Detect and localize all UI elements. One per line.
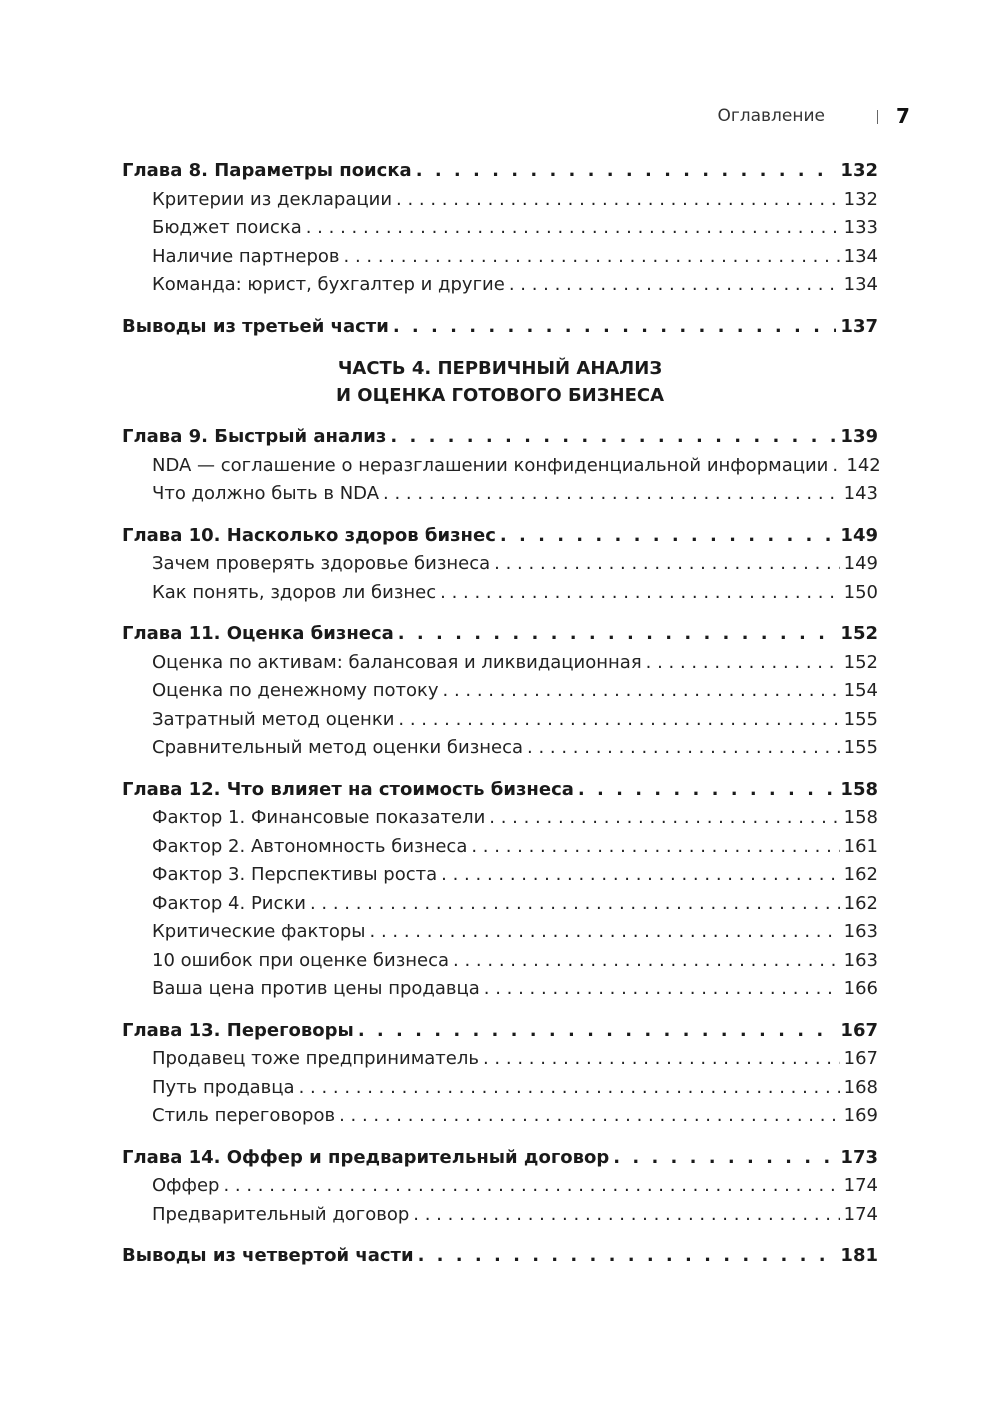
toc-section[interactable] bbox=[122, 579, 878, 608]
toc-section-title: Стиль переговоров bbox=[152, 1105, 336, 1126]
toc-section[interactable] bbox=[122, 833, 878, 862]
dot-leader bbox=[509, 271, 840, 300]
toc-page-number: 167 bbox=[843, 1048, 878, 1069]
toc-section[interactable] bbox=[122, 890, 878, 919]
toc-section-title: Бюджет поиска bbox=[152, 217, 302, 238]
toc-section-title: Фактор 4. Риски bbox=[152, 892, 306, 914]
page-number: 7 bbox=[896, 104, 910, 128]
dot-leader bbox=[393, 313, 837, 342]
toc-page-number: 173 bbox=[840, 1146, 878, 1168]
dot-leader bbox=[416, 157, 837, 186]
conclusions-3-group bbox=[122, 313, 878, 342]
dot-leader bbox=[339, 1102, 840, 1131]
dot-leader bbox=[441, 861, 839, 890]
toc-section[interactable] bbox=[122, 706, 878, 735]
toc-page-number: 158 bbox=[843, 807, 878, 828]
toc-chapter-9[interactable] bbox=[122, 423, 878, 452]
part-heading-line-1: ЧАСТЬ 4. ПЕРВИЧНЫЙ АНАЛИЗ bbox=[337, 358, 663, 379]
toc-chapter-8[interactable] bbox=[122, 157, 878, 186]
toc-section[interactable] bbox=[122, 214, 878, 243]
toc-section[interactable] bbox=[122, 186, 878, 215]
toc-section-title: Сравнительный метод оценки бизнеса bbox=[152, 737, 524, 758]
dot-leader bbox=[500, 522, 837, 551]
toc-page-number: 133 bbox=[843, 217, 878, 238]
dot-leader bbox=[344, 243, 840, 272]
dot-leader bbox=[299, 1074, 840, 1103]
toc-section-title: Путь продавца bbox=[152, 1076, 295, 1098]
toc-page-number: 167 bbox=[840, 1019, 878, 1041]
toc-page-number: 149 bbox=[843, 553, 878, 574]
toc-page-number: 132 bbox=[843, 188, 878, 210]
toc-page-number: 162 bbox=[843, 864, 878, 885]
toc-page-number: 163 bbox=[843, 921, 878, 942]
toc-page-number: 162 bbox=[843, 892, 878, 914]
toc-chapter-title: Глава 10. Насколько здоров бизнес bbox=[122, 524, 496, 546]
dot-leader bbox=[306, 214, 840, 243]
toc-section[interactable] bbox=[122, 243, 878, 272]
dot-leader bbox=[390, 423, 836, 452]
toc-section-title: Ваша цена против цены продавца bbox=[152, 978, 480, 999]
toc-chapter-title: Глава 11. Оценка бизнеса bbox=[122, 623, 394, 644]
toc-page-number: 132 bbox=[840, 160, 878, 181]
toc-section[interactable] bbox=[122, 271, 878, 300]
toc-section-title: Фактор 2. Автономность бизнеса bbox=[152, 835, 468, 857]
toc-chapter-12[interactable] bbox=[122, 776, 878, 805]
toc-conclusions-part-3[interactable] bbox=[122, 313, 878, 342]
running-title: Оглавление bbox=[717, 106, 825, 126]
toc-section[interactable] bbox=[122, 734, 878, 763]
dot-leader bbox=[578, 776, 837, 805]
toc-chapter-14[interactable] bbox=[122, 1144, 878, 1173]
toc-section-title: Оценка по денежному потоку bbox=[152, 680, 439, 701]
toc-page-number: 181 bbox=[840, 1245, 878, 1266]
toc-chapter-13[interactable] bbox=[122, 1017, 878, 1046]
dot-leader bbox=[613, 1144, 836, 1173]
toc-section-title: Критические факторы bbox=[152, 921, 366, 942]
toc-chapter-title: Глава 9. Быстрый анализ bbox=[122, 426, 387, 447]
dot-leader bbox=[440, 579, 839, 608]
toc-chapter-title: Глава 14. Оффер и предварительный договор bbox=[122, 1146, 610, 1168]
dot-leader bbox=[398, 706, 839, 735]
toc-page-number: 168 bbox=[843, 1076, 878, 1098]
toc-section[interactable] bbox=[122, 1074, 878, 1103]
toc-page-number: 134 bbox=[843, 245, 878, 267]
toc-chapter-title: Глава 8. Параметры поиска bbox=[122, 160, 412, 181]
toc-page-number: 166 bbox=[843, 978, 878, 999]
toc-section[interactable] bbox=[122, 947, 878, 976]
table-of-contents bbox=[122, 157, 881, 1284]
toc-section[interactable] bbox=[122, 1045, 878, 1074]
dot-leader bbox=[413, 1201, 839, 1230]
chapter-14-group bbox=[122, 1144, 878, 1230]
dot-leader bbox=[418, 1242, 837, 1271]
header-divider bbox=[877, 110, 878, 124]
toc-page-number: 142 bbox=[846, 454, 881, 476]
toc-section[interactable] bbox=[122, 1201, 878, 1230]
toc-section[interactable] bbox=[122, 804, 878, 833]
toc-chapter-title: Глава 13. Переговоры bbox=[122, 1019, 354, 1041]
part-4-heading bbox=[122, 355, 878, 409]
toc-page-number: 174 bbox=[843, 1203, 878, 1225]
toc-page-number: 139 bbox=[840, 426, 878, 447]
chapter-11-group bbox=[122, 620, 878, 763]
toc-page-number: 134 bbox=[843, 274, 878, 295]
dot-leader bbox=[494, 550, 839, 579]
toc-section-title: Фактор 1. Финансовые показатели bbox=[152, 807, 486, 828]
toc-page-number: 161 bbox=[843, 835, 878, 857]
toc-conclusions-part-4[interactable] bbox=[122, 1242, 878, 1271]
part-heading-line-2: И ОЦЕНКА ГОТОВОГО БИЗНЕСА bbox=[335, 385, 665, 406]
dot-leader bbox=[310, 890, 840, 919]
toc-chapter-10[interactable] bbox=[122, 522, 878, 551]
dot-leader bbox=[358, 1017, 837, 1046]
running-head bbox=[0, 104, 1000, 128]
toc-page-number: 137 bbox=[840, 315, 878, 337]
dot-leader bbox=[527, 734, 840, 763]
toc-section[interactable] bbox=[122, 480, 878, 509]
toc-section[interactable] bbox=[122, 861, 878, 890]
toc-page-number: 174 bbox=[843, 1175, 878, 1196]
conclusions-4-group bbox=[122, 1242, 878, 1271]
dot-leader bbox=[489, 804, 839, 833]
dot-leader bbox=[443, 677, 840, 706]
toc-section[interactable] bbox=[122, 649, 878, 678]
toc-page-number: 149 bbox=[840, 524, 878, 546]
toc-section-title: Предварительный договор bbox=[152, 1203, 410, 1225]
toc-section[interactable] bbox=[122, 452, 881, 481]
toc-section-title: Критерии из декларации bbox=[152, 188, 393, 210]
chapter-9-group bbox=[122, 423, 881, 509]
toc-chapter-title: Выводы из третьей части bbox=[122, 315, 389, 337]
dot-leader bbox=[832, 452, 842, 481]
toc-section-title: Команда: юрист, бухгалтер и другие bbox=[152, 274, 505, 295]
toc-page-number: 154 bbox=[843, 680, 878, 701]
toc-section-title: 10 ошибок при оценке бизнеса bbox=[152, 949, 450, 971]
toc-section-title: Фактор 3. Перспективы роста bbox=[152, 864, 438, 885]
dot-leader bbox=[471, 833, 839, 862]
toc-page-number: 152 bbox=[843, 651, 878, 673]
dot-leader bbox=[223, 1172, 839, 1201]
dot-leader bbox=[646, 649, 840, 678]
toc-page-number: 143 bbox=[843, 483, 878, 504]
toc-page-number: 155 bbox=[843, 708, 878, 730]
chapter-10-group bbox=[122, 522, 878, 608]
toc-section-title: Как понять, здоров ли бизнес bbox=[152, 581, 437, 603]
toc-chapter-11[interactable] bbox=[122, 620, 878, 649]
toc-section[interactable] bbox=[122, 975, 878, 1004]
toc-section-title: Оценка по активам: балансовая и ликвидационная bbox=[152, 651, 642, 673]
dot-leader bbox=[383, 480, 840, 509]
dot-leader bbox=[396, 186, 840, 215]
toc-page-number: 169 bbox=[843, 1105, 878, 1126]
toc-page-number: 163 bbox=[843, 949, 878, 971]
toc-section[interactable] bbox=[122, 918, 878, 947]
dot-leader bbox=[483, 1045, 840, 1074]
chapter-12-group bbox=[122, 776, 878, 1004]
toc-section-title: Оффер bbox=[152, 1175, 220, 1196]
chapter-8-group bbox=[122, 157, 878, 300]
toc-section-title: NDA — соглашение о неразглашении конфиденциальной информации bbox=[152, 454, 829, 476]
toc-section[interactable] bbox=[122, 677, 878, 706]
toc-section-title: Затратный метод оценки bbox=[152, 708, 395, 730]
toc-section-title: Что должно быть в NDA bbox=[152, 483, 380, 504]
toc-page-number: 155 bbox=[843, 737, 878, 758]
toc-page-number: 152 bbox=[840, 623, 878, 644]
toc-page-number: 158 bbox=[840, 778, 878, 800]
toc-section[interactable] bbox=[122, 1172, 878, 1201]
toc-page-number: 150 bbox=[843, 581, 878, 603]
dot-leader bbox=[370, 918, 840, 947]
chapter-13-group bbox=[122, 1017, 878, 1131]
toc-chapter-title: Выводы из четвертой части bbox=[122, 1245, 414, 1266]
toc-section-title: Наличие партнеров bbox=[152, 245, 340, 267]
toc-section[interactable] bbox=[122, 1102, 878, 1131]
toc-chapter-title: Глава 12. Что влияет на стоимость бизнеса bbox=[122, 778, 574, 800]
dot-leader bbox=[453, 947, 840, 976]
toc-section-title: Продавец тоже предприниматель bbox=[152, 1048, 479, 1069]
dot-leader bbox=[398, 620, 837, 649]
toc-section-title: Зачем проверять здоровье бизнеса bbox=[152, 553, 491, 574]
toc-section[interactable] bbox=[122, 550, 878, 579]
dot-leader bbox=[484, 975, 840, 1004]
